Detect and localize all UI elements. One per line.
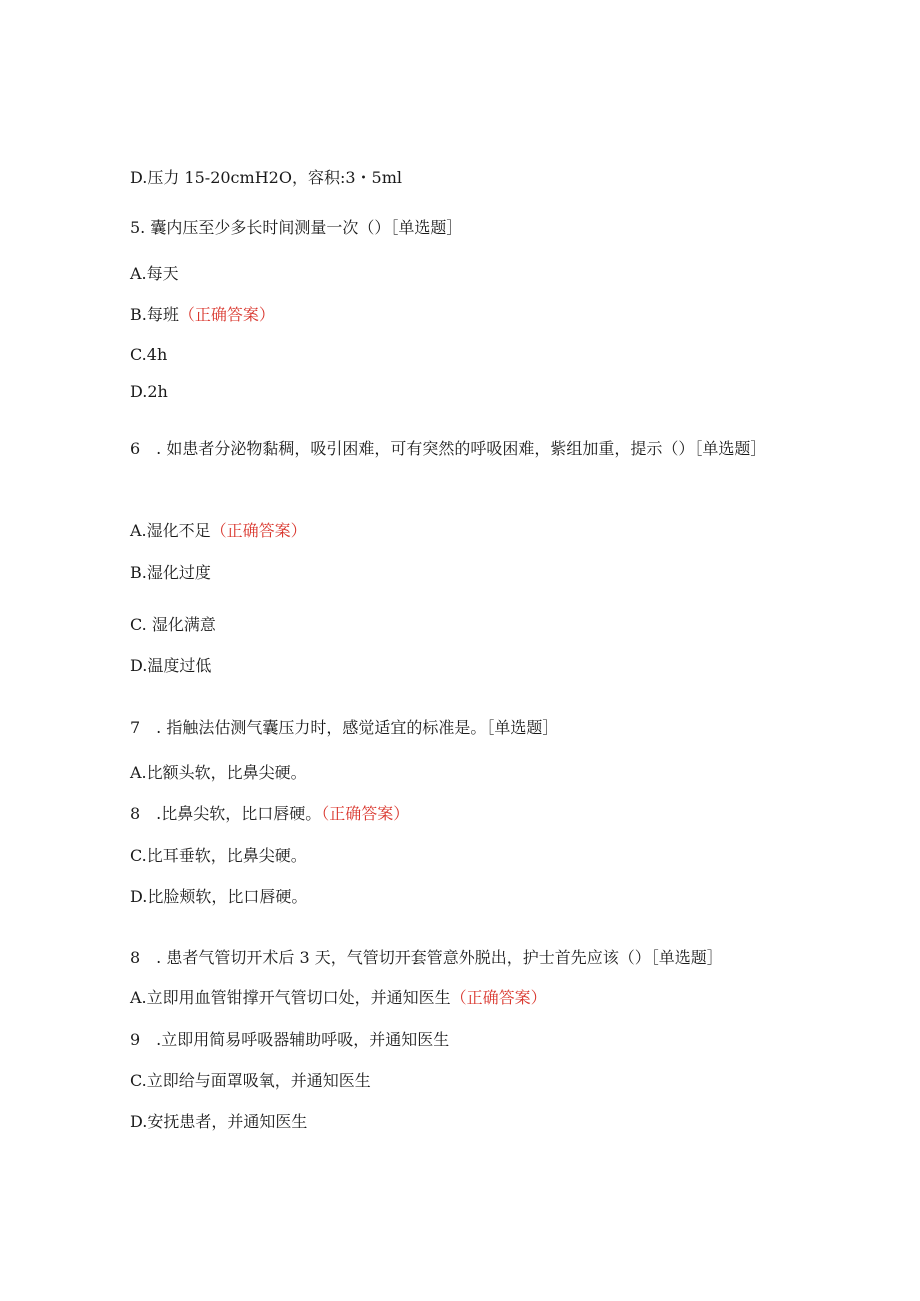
question-7: 7 . 指触法估测气囊压力时，感觉适宜的标准是。［单选题］ xyxy=(130,718,559,737)
option-b-q8: 9 .立即用简易呼吸器辅助呼吸，并通知医生 xyxy=(130,1030,450,1049)
option-d-q7: D.比脸颊软，比口唇硬。 xyxy=(130,887,308,906)
question-6: 6 . 如患者分泌物黏稠，吸引困难，可有突然的呼吸困难，紫组加重，提示（）［单选题］ xyxy=(130,439,767,458)
question-5: 5. 囊内压至少多长时间测量一次（）［单选题］ xyxy=(130,218,463,237)
option-c-q6: C. 湿化满意 xyxy=(130,615,216,634)
correct-answer-marker: （正确答案） xyxy=(450,988,547,1007)
option-a-q8: A.立即用血管钳撑开气管切口处，并通知医生（正确答案） xyxy=(130,988,547,1007)
option-d-q5: D.2h xyxy=(130,382,168,401)
option-c-q7: C.比耳垂软，比鼻尖硬。 xyxy=(130,846,307,865)
option-d-q8: D.安抚患者，并通知医生 xyxy=(130,1112,308,1131)
correct-answer-marker: （正确答案） xyxy=(178,305,275,324)
option-c-q5: C.4h xyxy=(130,345,168,364)
correct-answer-marker: （正确答案） xyxy=(210,521,307,540)
option-b-q5: B.每班（正确答案） xyxy=(130,305,275,324)
option-a-q6: A.湿化不足（正确答案） xyxy=(130,521,307,540)
option-b-q6: B.湿化过度 xyxy=(130,563,211,582)
option-c-q8: C.立即给与面罩吸氧，并通知医生 xyxy=(130,1071,371,1090)
correct-answer-marker: （正确答案） xyxy=(321,804,410,823)
option-d-q6: D.温度过低 xyxy=(130,656,212,675)
option-b-q7: 8 .比鼻尖软，比口唇硬。（正确答案） xyxy=(130,804,410,823)
question-8: 8 . 患者气管切开术后 3 天，气管切开套管意外脱出，护士首先应该（）［单选题］ xyxy=(130,948,723,967)
option-a-q7: A.比额头软，比鼻尖硬。 xyxy=(130,763,307,782)
option-a-q5: A.每天 xyxy=(130,264,179,283)
option-d-q4: D.压力 15-20cmH2O，容积:3・5ml xyxy=(130,168,402,187)
